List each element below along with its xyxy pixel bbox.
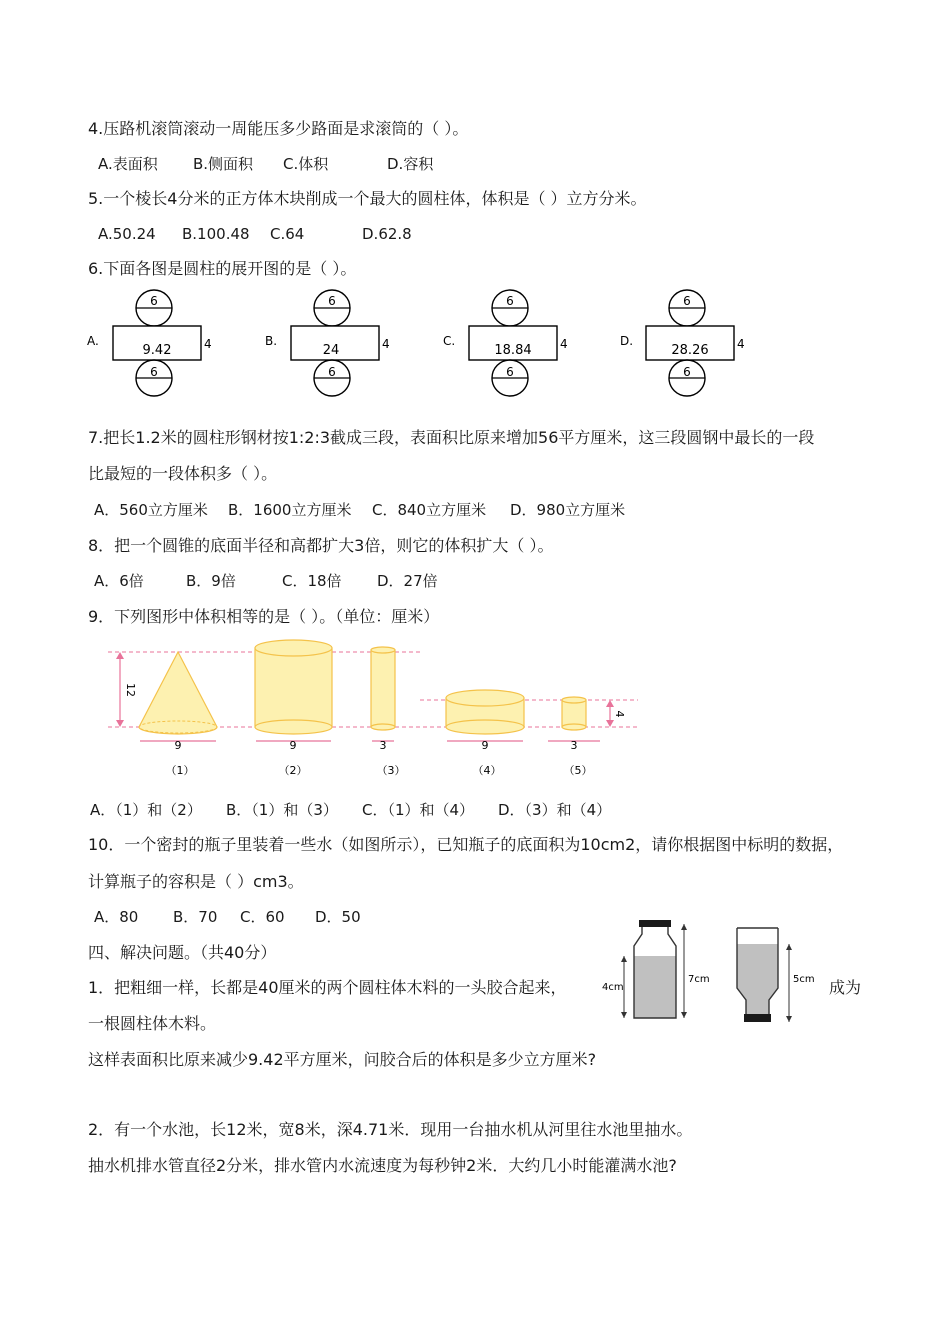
q9-wide-cylinder-top (446, 690, 524, 706)
q7-stem-line2: 比最短的一段体积多（ ）。 (88, 464, 278, 483)
q6-figure-letter: D. (620, 334, 634, 348)
q7-option-a: A．560立方厘米 (94, 501, 208, 519)
q9-base-label-2: 9 (289, 739, 297, 752)
q6-bottom-label: 6 (506, 365, 514, 379)
q6-bottom-label: 6 (683, 365, 691, 379)
q9-height-label-right: 4 (613, 710, 626, 718)
q9-small-cylinder (562, 700, 586, 727)
q5-stem: 5.一个棱长4分米的正方体木块削成一个最大的圆柱体，体积是（ ）立方分米。 (88, 189, 647, 208)
q6-rect-label: 24 (322, 343, 340, 358)
q10-water-inverted (737, 944, 778, 1014)
q10-option-b: B．70 (173, 908, 218, 926)
q6-figure-c (443, 290, 568, 396)
q4-option-d: D.容积 (387, 155, 434, 173)
q10-bottle-cap (639, 920, 671, 927)
q9-base-label-4: 9 (481, 739, 489, 752)
q9-option-a: A．（1）和（2） (90, 801, 202, 819)
section4-title: 四、解决问题。（共40分） (88, 943, 277, 962)
q10-option-d: D．50 (315, 908, 361, 926)
q6-figure-d (620, 290, 745, 396)
q6-side-label: 4 (560, 337, 568, 351)
q6-figure-b (265, 290, 390, 396)
q6-figure-letter: A. (87, 334, 99, 348)
q5-option-b: B.100.48 (182, 225, 250, 243)
q10-upright-bottle (602, 920, 710, 1018)
q9-thin-cylinder-base (371, 724, 395, 730)
q8-option-a: A．6倍 (94, 572, 144, 590)
q4-stem: 4.压路机滚筒滚动一周能压多少路面是求滚筒的（ ）。 (88, 119, 469, 138)
q10-arrowhead (786, 944, 792, 950)
q10-option-a: A．80 (94, 908, 139, 926)
q7-option-c: C．840立方厘米 (372, 501, 487, 519)
q9-stem: 9．下列图形中体积相等的是（ ）。（单位：厘米） (88, 607, 440, 626)
q5-option-a: A.50.24 (98, 225, 156, 243)
q6-side-label: 4 (204, 337, 212, 351)
q6-figure-a (87, 290, 212, 396)
q7-option-d: D．980立方厘米 (510, 501, 626, 519)
problem2-line2: 抽水机排水管直径2分米，排水管内水流速度为每秒钟2米．大约几小时能灌满水池? (88, 1156, 677, 1175)
q9-thin-cylinder (371, 650, 395, 727)
q4-option-c: C.体积 (283, 155, 329, 173)
problem2-line1: 2．有一个水池，长12米，宽8米，深4.71米．现用一台抽水机从河里往水池里抽水。 (88, 1120, 693, 1139)
q10-bottle-figure (596, 918, 836, 1028)
q10-arrowhead (621, 1012, 627, 1018)
q9-arrowhead (116, 652, 124, 659)
q9-small-cylinder-base (562, 724, 586, 730)
problem1-line3: 这样表面积比原来减少9.42平方厘米，问胶合后的体积是多少立方厘米? (88, 1050, 597, 1069)
q6-figure-letter: C. (443, 334, 456, 348)
q6-rect-label: 28.26 (671, 343, 709, 358)
q9-thin-cylinder-top (371, 647, 395, 653)
q6-top-label: 6 (683, 294, 691, 308)
q4-option-a: A.表面积 (98, 155, 158, 173)
q9-arrowhead (116, 720, 124, 727)
q9-caption-3: （3） (376, 764, 406, 777)
q8-option-c: C．18倍 (282, 572, 342, 590)
q10-total-height-label: 7cm (688, 974, 710, 985)
q10-arrowhead (786, 1016, 792, 1022)
q6-figure-letter: B. (265, 334, 278, 348)
q10-water-height-label: 4cm (602, 982, 624, 993)
q6-top-label: 6 (150, 294, 158, 308)
q7-stem-line1: 7.把长1.2米的圆柱形钢材按1:2:3截成三段，表面积比原来增加56平方厘米，这三段圆钢中最长的一段 (88, 428, 815, 447)
q5-option-c: C.64 (270, 225, 305, 243)
q9-caption-5: （5） (563, 764, 593, 777)
q8-option-d: D．27倍 (377, 572, 438, 590)
q6-rect-label: 18.84 (494, 343, 532, 358)
q9-base-label-1: 9 (174, 739, 182, 752)
q10-arrowhead (681, 924, 687, 930)
q10-arrowhead (681, 1012, 687, 1018)
q10-inverted-cap (744, 1014, 771, 1022)
q6-rect-label: 9.42 (142, 343, 172, 358)
q4-option-b: B.侧面积 (193, 155, 254, 173)
q6-stem: 6.下面各图是圆柱的展开图的是（ ）。 (88, 259, 357, 278)
q6-side-label: 4 (737, 337, 745, 351)
q10-inverted-height-label: 5cm (793, 974, 815, 985)
q5-option-d: D.62.8 (362, 225, 412, 243)
problem1-line2: 一根圆柱体木料。 (88, 1014, 217, 1033)
q8-option-b: B．9倍 (186, 572, 236, 590)
q10-option-c: C．60 (240, 908, 285, 926)
q10-inverted-bottle (737, 928, 815, 1022)
q8-stem: 8．把一个圆锥的底面半径和高都扩大3倍，则它的体积扩大（ ）。 (88, 536, 554, 555)
q9-option-d: D．（3）和（4） (498, 801, 612, 819)
q9-height-label-left: 12 (124, 683, 137, 697)
q9-base-label-5: 3 (570, 739, 578, 752)
q10-water (634, 956, 676, 1018)
q7-option-b: B．1600立方厘米 (228, 501, 352, 519)
q6-bottom-label: 6 (328, 365, 336, 379)
problem1-line1: 1．把粗细一样，长都是40厘米的两个圆柱体木料的一头胶合起来， (88, 978, 567, 997)
q9-base-label-3: 3 (379, 739, 387, 752)
q6-top-label: 6 (506, 294, 514, 308)
q9-arrowhead (606, 700, 614, 707)
q9-large-cylinder-base (255, 720, 332, 734)
q6-top-label: 6 (328, 294, 336, 308)
q6-net-figures (0, 288, 950, 400)
q9-caption-4: （4） (472, 764, 502, 777)
q9-solids-figure (0, 638, 950, 788)
q10-stem-line1: 10．一个密封的瓶子里装着一些水（如图所示），已知瓶子的底面积为10cm2，请你根据图中标明的数据， (88, 835, 844, 854)
q9-large-cylinder (255, 648, 332, 727)
q6-side-label: 4 (382, 337, 390, 351)
q9-arrowhead (606, 720, 614, 727)
q9-option-c: C．（1）和（4） (362, 801, 475, 819)
q10-arrowhead (621, 956, 627, 962)
q9-large-cylinder-top (255, 640, 332, 656)
q9-cone (139, 652, 217, 734)
q9-option-b: B．（1）和（3） (226, 801, 338, 819)
q9-small-cylinder-top (562, 697, 586, 703)
q9-caption-1: （1） (165, 764, 195, 777)
q6-bottom-label: 6 (150, 365, 158, 379)
q9-caption-2: （2） (278, 764, 308, 777)
problem1-tail: 成为 (829, 978, 862, 997)
q9-wide-cylinder-base (446, 720, 524, 734)
q10-stem-line2: 计算瓶子的容积是（ ）cm3。 (88, 872, 304, 891)
